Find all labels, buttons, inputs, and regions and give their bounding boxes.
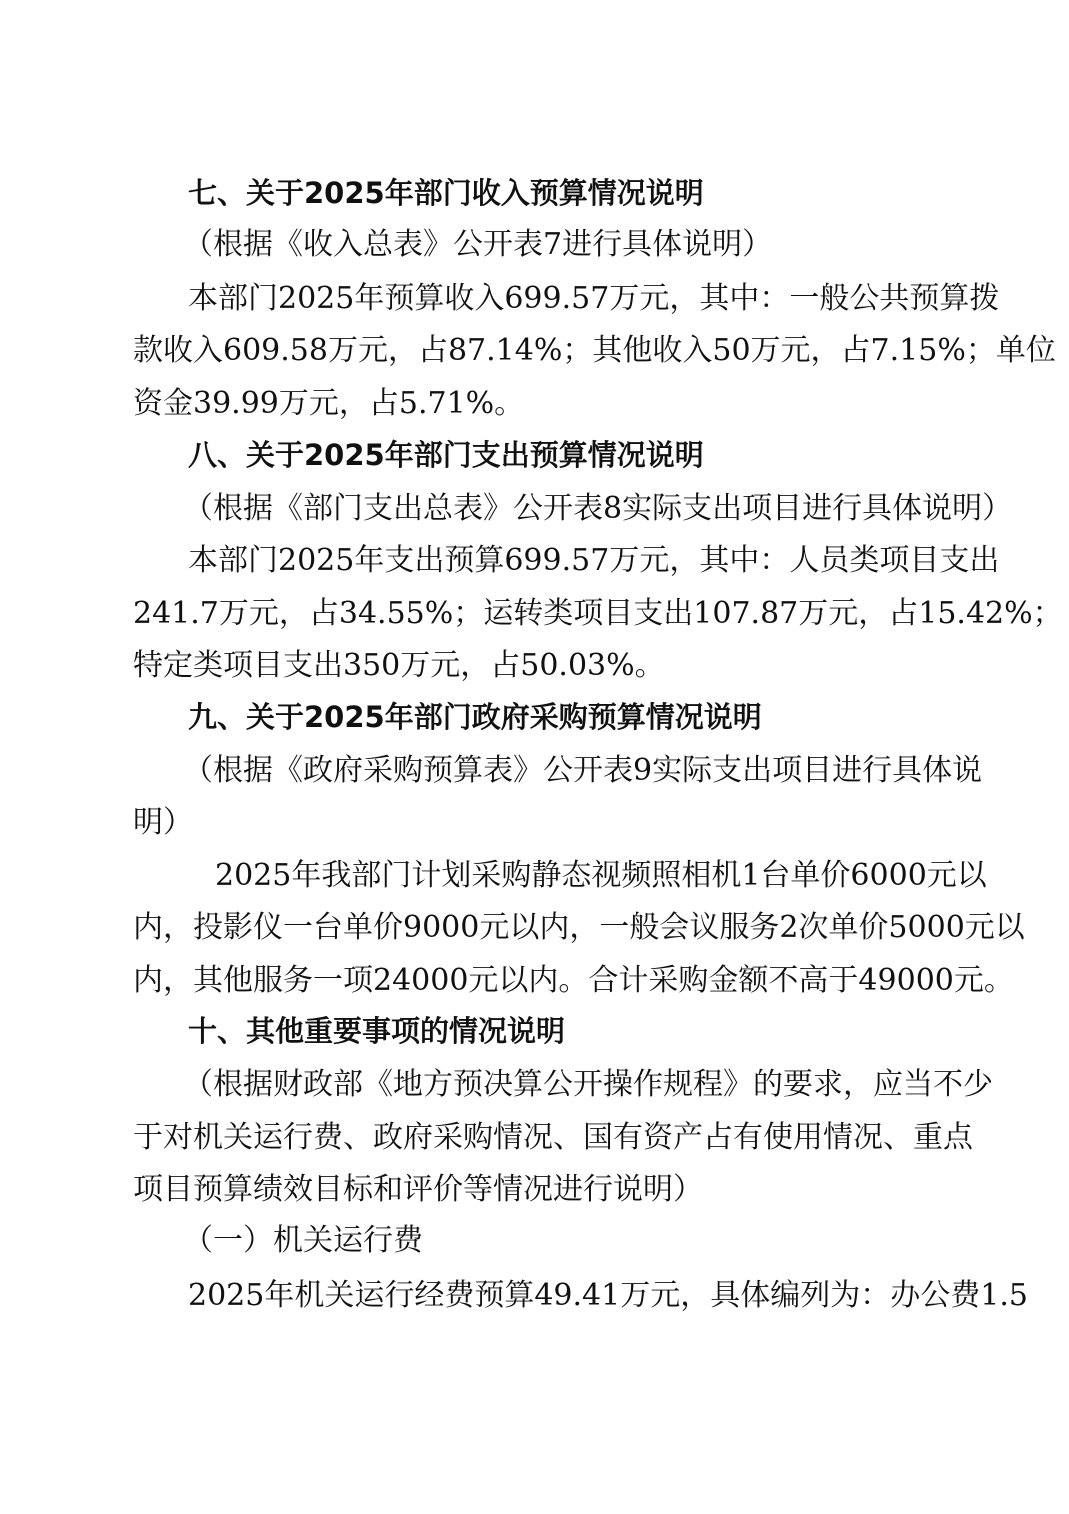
section-7-heading: 七、关于2025年部门收入预算情况说明: [188, 176, 704, 210]
section-8-body-line-2: 241.7万元，占34.55%；运转类项目支出107.87万元，占15.42%；: [133, 596, 1063, 631]
section-7-body-line-3: 资金39.99万元，占5.71%。: [133, 386, 525, 421]
section-9-body-line-1: 2025年我部门计划采购静态视频照相机1台单价6000元以: [215, 858, 987, 893]
section-8-heading: 八、关于2025年部门支出预算情况说明: [188, 438, 704, 472]
section-7-body-line-2: 款收入609.58万元，占87.14%；其他收入50万元，占7.15%；单位: [133, 333, 1056, 368]
subsection-1-body-line-1: 2025年机关运行经费预算49.41万元，具体编列为：办公费1.5: [188, 1278, 1028, 1313]
subsection-1-title: （一）机关运行费: [183, 1223, 423, 1258]
section-7-note: （根据《收入总表》公开表7进行具体说明）: [183, 227, 773, 262]
section-9-body-line-2: 内，投影仪一台单价9000元以内，一般会议服务2次单价5000元以: [133, 910, 1025, 945]
section-7-body-line-1: 本部门2025年预算收入699.57万元，其中：一般公共预算拨: [188, 281, 1000, 316]
section-9-note-line-2: 明）: [133, 805, 193, 840]
section-10-note-line-1: （根据财政部《地方预决算公开操作规程》的要求，应当不少: [183, 1067, 993, 1102]
section-10-heading: 十、其他重要事项的情况说明: [188, 1014, 566, 1048]
section-8-note: （根据《部门支出总表》公开表8实际支出项目进行具体说明）: [183, 491, 1013, 526]
section-10-note-line-2: 于对机关运行费、政府采购情况、国有资产占有使用情况、重点: [133, 1120, 973, 1155]
section-9-body-line-3: 内，其他服务一项24000元以内。合计采购金额不高于49000元。: [133, 963, 1014, 998]
section-9-note-line-1: （根据《政府采购预算表》公开表9实际支出项目进行具体说: [183, 753, 983, 788]
section-10-note-line-3: 项目预算绩效目标和评价等情况进行说明）: [133, 1172, 703, 1207]
section-8-body-line-1: 本部门2025年支出预算699.57万元，其中：人员类项目支出: [188, 543, 1000, 578]
section-8-body-line-3: 特定类项目支出350万元，占50.03%。: [133, 648, 665, 683]
section-9-heading: 九、关于2025年部门政府采购预算情况说明: [188, 700, 762, 734]
